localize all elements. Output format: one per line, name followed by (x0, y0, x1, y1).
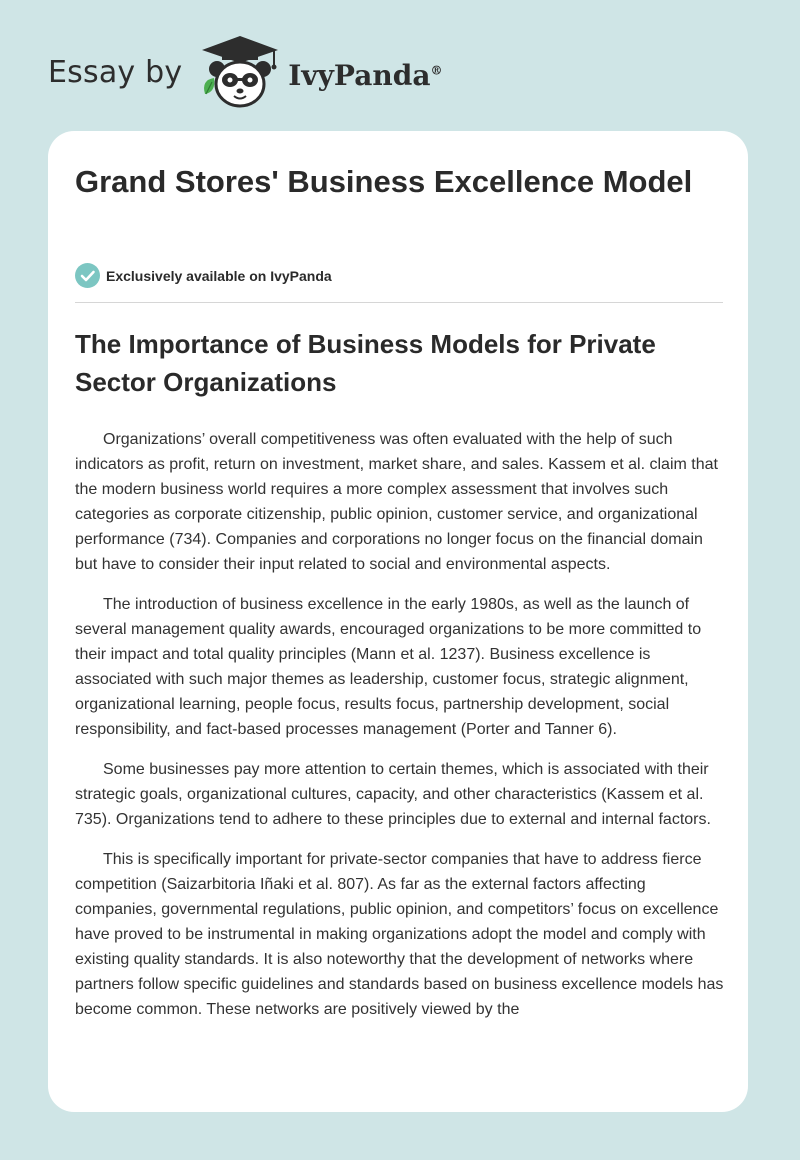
paragraph-1: Organizations’ overall competitiveness was often evaluated with the help of such indicators as profit, return on investment, market share, and sales. Kassem et al. claim that the modern business world requires a more complex assessment that involves such categories as corporate citizenship, public opinion, customer service, and organizational performance (734). Companies and corporations no longer focus on the financial domain but have to consider their input related to social and environmental aspects. (75, 431, 718, 573)
panda-graduate-logo-icon[interactable] (198, 34, 282, 110)
essay-body (75, 427, 725, 1037)
paragraph-2: The introduction of business excellence in the early 1980s, as well as the launch of several management quality awards, encouraged organizations to be more committed to their impact and total quality principles (Mann et al. 1237). Business excellence is associated with such major themes as leadership, customer focus, strategic alignment, organizational learning, people focus, results focus, partnership development, social responsibility, and fact-based processes management (Porter and Tanner 6). (75, 596, 702, 738)
check-circle-icon (75, 263, 100, 288)
brand-name-text: IvyPanda (288, 58, 431, 92)
site-header (48, 34, 442, 110)
registered-mark: ® (430, 63, 443, 78)
essay-card (48, 131, 748, 1112)
divider (75, 302, 723, 303)
section-heading: The Importance of Business Models for Private Sector Organizations (75, 329, 656, 397)
exclusive-badge (75, 263, 332, 288)
paragraph-4: This is specifically important for private-sector companies that have to address fierce competition (Saizarbitoria Iñaki et al. 807). As far as the external factors affecting companies, governmental regulations, public opinion, and competitors’ focus on excellence have proved to be instrumental in making organizations adopt the model and comply with existing quality standards. It is also noteworthy that the development of networks where partners follow specific guidelines and standards based on business excellence models has become common. These networks are positively viewed by the (75, 851, 724, 1018)
document-title: Grand Stores' Business Excellence Model (75, 164, 693, 199)
paragraph-3: Some businesses pay more attention to certain themes, which is associated with their strategic goals, organizational cultures, capacity, and other characteristics (Kassem et al. 735). Organizations tend to adhere to these principles due to external and internal factors. (75, 761, 711, 828)
essay-by-label: Essay by (48, 54, 183, 90)
exclusive-badge-label: Exclusively available on IvyPanda (106, 267, 332, 284)
brand-name[interactable] (288, 59, 442, 92)
